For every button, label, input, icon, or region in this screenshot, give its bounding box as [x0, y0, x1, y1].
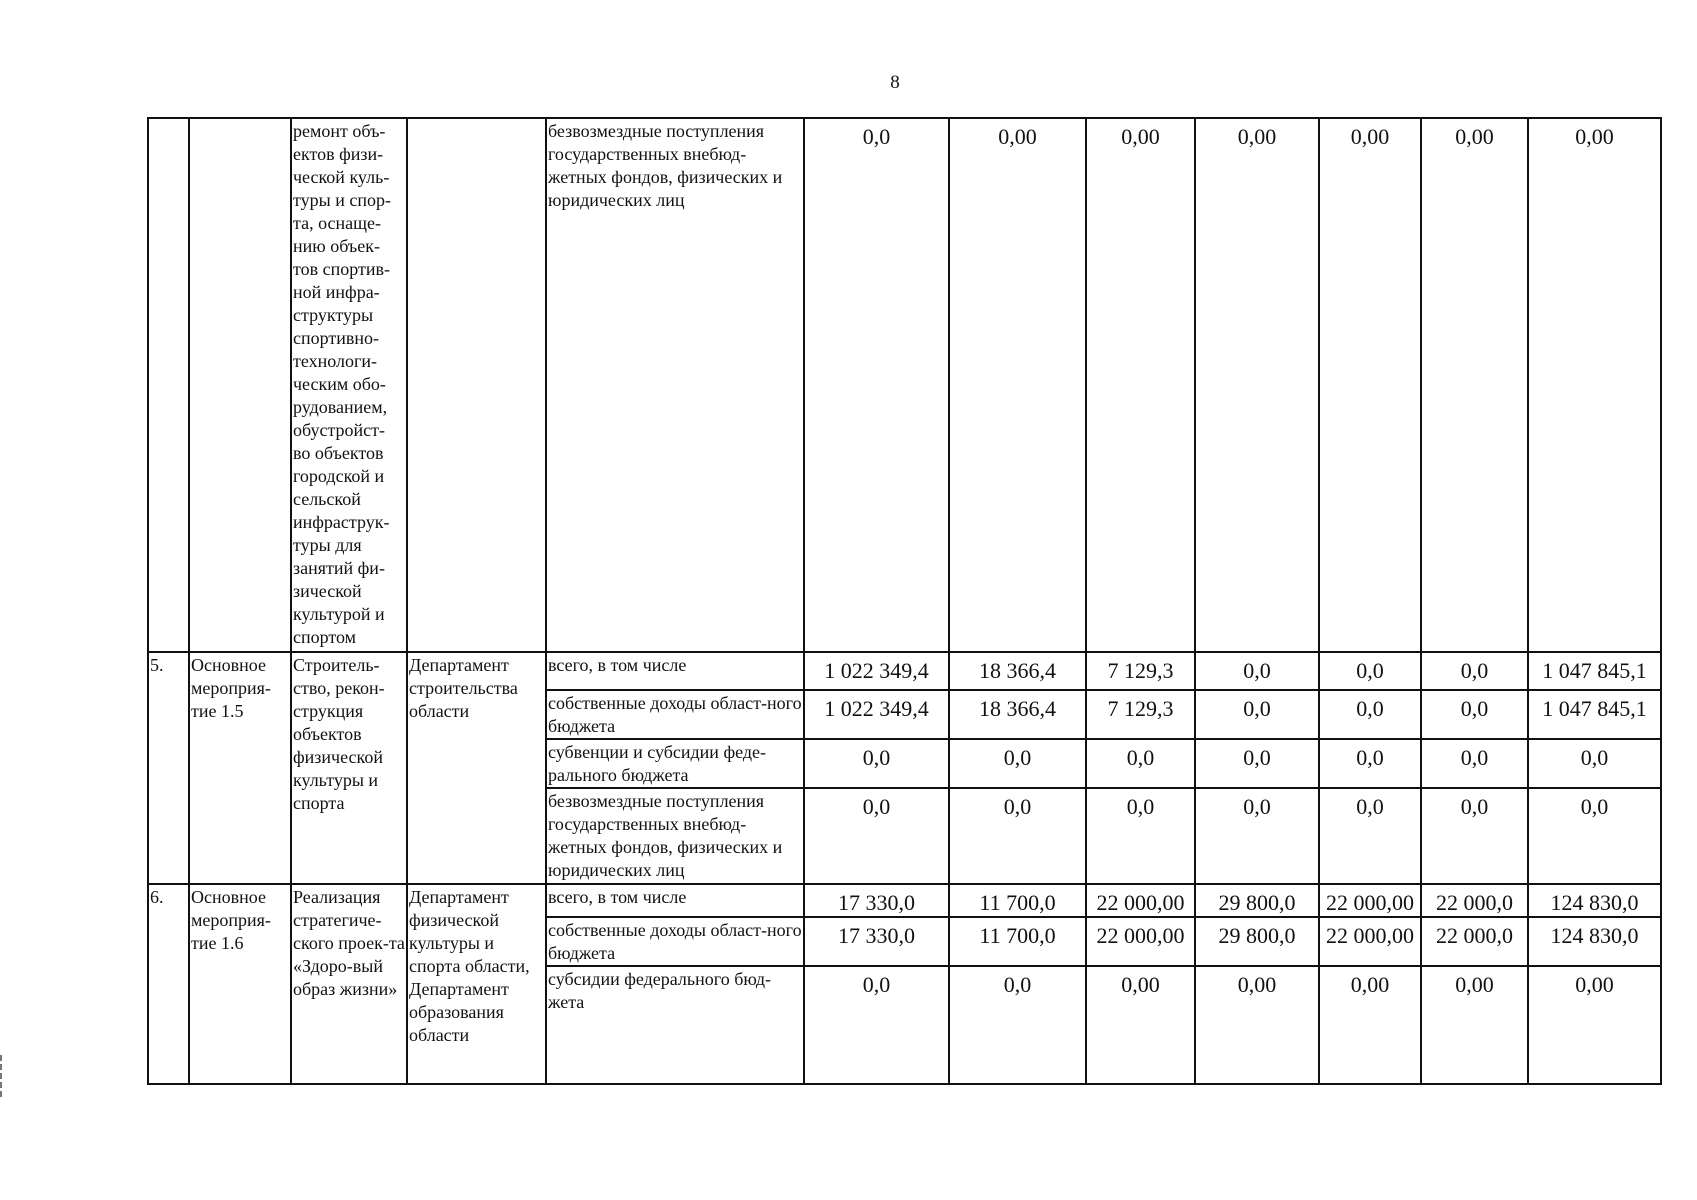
- value-cell: [1319, 118, 1421, 652]
- value-cell-value: 0,0: [862, 794, 891, 819]
- value-cell-value: 0,0: [1356, 794, 1384, 819]
- value-cell: [1421, 966, 1528, 1084]
- measure-line: рудованием,: [293, 397, 388, 417]
- value-cell: [804, 884, 949, 917]
- value-cell-value: 0,0: [1003, 794, 1032, 819]
- value-cell: [804, 690, 949, 739]
- row-number-cell: [148, 884, 189, 1084]
- value-cell-value: 22 000,00: [1096, 890, 1185, 915]
- continuation-row: [148, 118, 1661, 652]
- executor-cell-text: Департамент строительства области: [409, 655, 518, 721]
- measure-line: та, оснаще-: [293, 213, 381, 233]
- value-cell: [1195, 652, 1319, 690]
- value-cell-value: 7 129,3: [1107, 696, 1174, 721]
- value-cell-value: 22 000,00: [1096, 923, 1185, 948]
- value-cell-value: 0,0: [1243, 696, 1271, 721]
- page-number: 8: [890, 72, 900, 93]
- value-cell-value: 22 000,00: [1326, 890, 1414, 915]
- value-cell-value: 18 366,4: [979, 658, 1056, 683]
- value-cell: [1319, 917, 1421, 966]
- measure-line: ческим обо-: [293, 374, 386, 394]
- measure-line: сельской: [293, 489, 361, 509]
- value-cell: [1528, 884, 1661, 917]
- value-cell-value: 29 800,0: [1218, 890, 1296, 915]
- value-cell-value: 0,0: [862, 972, 891, 997]
- value-cell-value: 1 047 845,1: [1542, 658, 1647, 683]
- value-cell: [949, 118, 1086, 652]
- value-cell: [804, 739, 949, 788]
- empty-num-cell: [148, 118, 189, 652]
- value-cell-value: 0,0: [1126, 794, 1155, 819]
- empty-executor-cell: [407, 118, 546, 652]
- value-cell-value: 29 800,0: [1218, 923, 1296, 948]
- event-type-cell-text: Основное мероприя-тие 1.6: [191, 887, 271, 953]
- source-cell-text: собственные доходы област-ного бюджета: [548, 693, 802, 736]
- source-cell: [546, 652, 804, 690]
- value-cell: [1319, 788, 1421, 884]
- value-cell-value: 22 000,0: [1436, 923, 1513, 948]
- measure-line: тов спортив-: [293, 259, 391, 279]
- value-cell: [1086, 652, 1195, 690]
- measure-line: ческой куль-: [293, 167, 390, 187]
- source-cell-text: собственные доходы област-ного бюджета: [548, 920, 802, 963]
- value-cell: [949, 917, 1086, 966]
- value-cell-value: 0,0: [1460, 696, 1489, 721]
- value-cell-value: 11 700,0: [979, 923, 1056, 948]
- value-cell: [1421, 118, 1528, 652]
- value-cell: [1195, 118, 1319, 652]
- measure-cell-text: Реализация стратегиче-ского проек-та «Здоро-вый образ жизни»: [293, 887, 405, 999]
- value-cell: [949, 884, 1086, 917]
- value-cell: [1195, 917, 1319, 966]
- value-cell-value: 0,0: [1460, 658, 1489, 683]
- table-row: [148, 652, 1661, 690]
- value-cell-value: 17 330,0: [838, 923, 915, 948]
- measure-line: городской и: [293, 466, 385, 486]
- value-cell-value: 1 047 845,1: [1542, 696, 1647, 721]
- measure-line: культурой и: [293, 604, 385, 624]
- measure-line: занятий фи-: [293, 558, 385, 578]
- value-cell: [1086, 788, 1195, 884]
- value-cell: [1421, 690, 1528, 739]
- source-cell-text: субсидии федерального бюд-жета: [548, 969, 772, 1012]
- event-type-cell-text: Основное мероприя-тие 1.5: [191, 655, 271, 721]
- source-cell: [546, 884, 804, 917]
- value-cell-value: 0,00: [1455, 124, 1494, 149]
- row-number-cell-text: 6.: [150, 887, 164, 907]
- value-cell: [1319, 966, 1421, 1084]
- value-cell: [1086, 966, 1195, 1084]
- value-cell: [1086, 884, 1195, 917]
- value-cell: [949, 966, 1086, 1084]
- source-cell: [546, 966, 804, 1084]
- value-cell-value: 7 129,3: [1107, 658, 1174, 683]
- value-cell-value: 0,0: [1243, 658, 1271, 683]
- value-cell: [1528, 118, 1661, 652]
- value-cell-value: 0,00: [1575, 972, 1614, 997]
- executor-cell: [407, 652, 546, 884]
- measure-line: инфраструк-: [293, 512, 390, 532]
- empty-type-cell: [189, 118, 291, 652]
- value-cell-value: 0,0: [862, 124, 891, 149]
- measure-cell: [291, 884, 407, 1084]
- row-number-cell: [148, 652, 189, 884]
- value-cell-value: 0,0: [1460, 794, 1489, 819]
- value-cell-value: 0,00: [1237, 972, 1277, 997]
- value-cell-value: 0,0: [1356, 696, 1384, 721]
- measure-line: туры для: [293, 535, 362, 555]
- measure-line: спортивно-: [293, 328, 380, 348]
- measure-line: нию объек-: [293, 236, 380, 256]
- value-cell-value: 124 830,0: [1550, 923, 1639, 948]
- measure-cell-text: Строитель-ство, рекон-струкция объектов физической культуры и спорта: [293, 655, 385, 813]
- value-cell: [1319, 690, 1421, 739]
- measure-line: обустройст-: [293, 420, 386, 440]
- value-cell-value: 0,0: [1356, 658, 1384, 683]
- value-cell: [804, 917, 949, 966]
- value-cell-value: 0,00: [1455, 972, 1494, 997]
- value-cell: [1195, 966, 1319, 1084]
- value-cell-value: 0,0: [862, 745, 891, 770]
- executor-cell: [407, 884, 546, 1084]
- value-cell-value: 0,00: [1350, 124, 1390, 149]
- value-cell: [1421, 884, 1528, 917]
- value-cell-value: 0,00: [1575, 124, 1614, 149]
- value-cell: [1086, 739, 1195, 788]
- value-cell-value: 0,0: [1243, 794, 1271, 819]
- source-cell: [546, 788, 804, 884]
- value-cell-value: 0,0: [1580, 745, 1609, 770]
- value-cell-value: 0,0: [1126, 745, 1155, 770]
- value-cell: [1195, 690, 1319, 739]
- source-cell: [546, 739, 804, 788]
- source-cell-text: всего, в том числе: [548, 887, 687, 907]
- measure-line: ремонт объ-: [293, 121, 386, 141]
- value-cell-value: 0,0: [1356, 745, 1384, 770]
- measure-line: во объектов: [293, 443, 384, 463]
- value-cell: [1421, 788, 1528, 884]
- measure-line: структуры: [293, 305, 374, 325]
- value-cell: [949, 788, 1086, 884]
- value-cell: [1528, 652, 1661, 690]
- value-cell: [949, 690, 1086, 739]
- measure-line: спортом: [293, 627, 357, 647]
- value-cell-value: 22 000,00: [1326, 923, 1414, 948]
- value-cell: [1086, 118, 1195, 652]
- source-cell: [546, 118, 804, 652]
- value-cell: [1528, 788, 1661, 884]
- value-cell: [1528, 966, 1661, 1084]
- source-cell-text: всего, в том числе: [548, 655, 687, 675]
- value-cell: [1086, 690, 1195, 739]
- row-number-cell-text: 5.: [150, 655, 164, 675]
- value-cell-value: 0,0: [1003, 972, 1032, 997]
- value-cell-value: 0,00: [998, 124, 1037, 149]
- value-cell-value: 17 330,0: [838, 890, 915, 915]
- value-cell: [1086, 917, 1195, 966]
- value-cell-value: 0,0: [1243, 745, 1271, 770]
- table-row: [148, 884, 1661, 917]
- value-cell: [1528, 917, 1661, 966]
- value-cell-value: 0,0: [1003, 745, 1032, 770]
- measure-line: зической: [293, 581, 362, 601]
- value-cell: [1319, 884, 1421, 917]
- value-cell: [804, 788, 949, 884]
- value-cell: [1319, 652, 1421, 690]
- value-cell-value: 18 366,4: [979, 696, 1056, 721]
- source-cell-text: субвенции и субсидии феде-рального бюджета: [548, 742, 766, 785]
- value-cell-value: 1 022 349,4: [824, 658, 929, 683]
- value-cell-value: 0,0: [1460, 745, 1489, 770]
- value-cell: [1319, 739, 1421, 788]
- value-cell: [1528, 690, 1661, 739]
- measure-cell: [291, 118, 407, 652]
- measure-line: ной инфра-: [293, 282, 380, 302]
- value-cell: [949, 739, 1086, 788]
- value-cell: [1421, 917, 1528, 966]
- value-cell: [1195, 739, 1319, 788]
- value-cell: [804, 966, 949, 1084]
- measure-line: технологи-: [293, 351, 378, 371]
- value-cell-value: 0,00: [1121, 972, 1160, 997]
- value-cell-value: 124 830,0: [1550, 890, 1639, 915]
- value-cell: [1195, 788, 1319, 884]
- value-cell: [804, 118, 949, 652]
- value-cell-value: 11 700,0: [979, 890, 1056, 915]
- budget-table: [147, 117, 1662, 1085]
- value-cell-value: 0,0: [1580, 794, 1609, 819]
- value-cell: [949, 652, 1086, 690]
- value-cell: [1421, 739, 1528, 788]
- value-cell: [804, 652, 949, 690]
- source-cell-text: безвозмездные поступления государственных внебюд-жетных фондов, физических и юридических лиц: [548, 121, 783, 210]
- measure-line: ектов физи-: [293, 144, 384, 164]
- value-cell: [1528, 739, 1661, 788]
- event-type-cell: [189, 884, 291, 1084]
- measure-line: туры и спор-: [293, 190, 391, 210]
- event-type-cell: [189, 652, 291, 884]
- value-cell-value: 0,00: [1350, 972, 1390, 997]
- value-cell-value: 0,00: [1121, 124, 1160, 149]
- value-cell-value: 22 000,0: [1436, 890, 1513, 915]
- value-cell: [1421, 652, 1528, 690]
- measure-cell: [291, 652, 407, 884]
- source-cell-text: безвозмездные поступления государственных внебюд-жетных фондов, физических и юридических лиц: [548, 791, 783, 880]
- value-cell: [1195, 884, 1319, 917]
- value-cell-value: 0,00: [1237, 124, 1277, 149]
- source-cell: [546, 917, 804, 966]
- executor-cell-text: Департамент физической культуры и спорта области, Департамент образования области: [409, 887, 530, 1045]
- source-cell: [546, 690, 804, 739]
- value-cell-value: 1 022 349,4: [824, 696, 929, 721]
- scan-edge-mark: [0, 1055, 6, 1097]
